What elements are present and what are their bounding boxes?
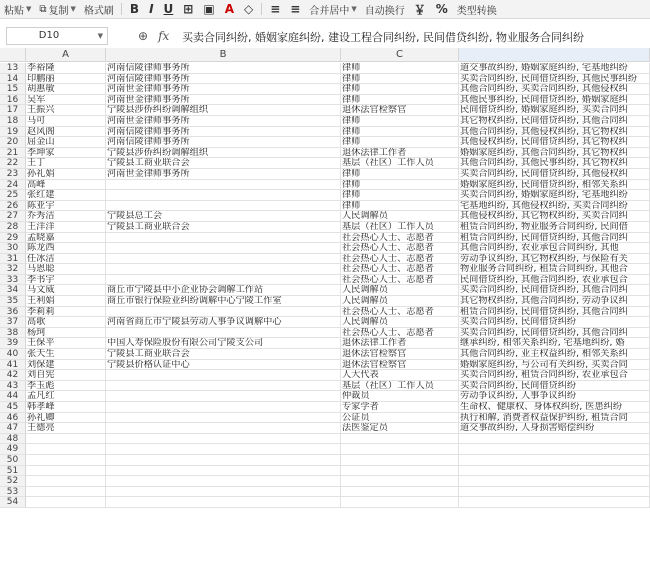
table-row bbox=[0, 328, 650, 339]
row-header[interactable]: 14 bbox=[0, 74, 26, 85]
cell-organization[interactable]: 河南世金律师事务所 bbox=[106, 95, 341, 106]
cell-name[interactable]: 李莉莉 bbox=[26, 307, 106, 318]
row-header[interactable]: 13 bbox=[0, 63, 26, 74]
cell-organization[interactable] bbox=[106, 180, 341, 191]
cell-role[interactable]: 社会热心人士、志愿者 bbox=[341, 264, 459, 275]
formula-input[interactable]: 买卖合同纠纷, 婚姻家庭纠纷, 建设工程合同纠纷, 民间借贷纠纷, 物业服务合同纠纷 bbox=[182, 31, 584, 44]
row-header[interactable]: 20 bbox=[0, 137, 26, 148]
table-row bbox=[0, 285, 650, 296]
cell-role[interactable]: 律师 bbox=[341, 137, 459, 148]
cell-organization[interactable]: 宁陵县涉侨纠纷调解组织 bbox=[106, 105, 341, 116]
cell-organization[interactable] bbox=[106, 243, 341, 254]
cell-dispute-types[interactable]: 物业服务合同纠纷, 租赁合同纠纷, 其他合 bbox=[459, 264, 650, 275]
cell-name[interactable] bbox=[26, 497, 106, 508]
cell-name[interactable]: 胡惠敏 bbox=[26, 84, 106, 95]
row-header[interactable]: 39 bbox=[0, 338, 26, 349]
table-row bbox=[0, 455, 650, 466]
table-row bbox=[0, 158, 650, 169]
zoom-icon[interactable]: ⊕ bbox=[138, 29, 149, 43]
row-header[interactable]: 21 bbox=[0, 148, 26, 159]
column-header-b[interactable]: B bbox=[106, 48, 341, 62]
table-row bbox=[0, 74, 650, 85]
cell-organization[interactable]: 宁陵县涉侨纠纷调解组织 bbox=[106, 148, 341, 159]
cell-name[interactable]: 印鹏丽 bbox=[26, 74, 106, 85]
table-row bbox=[0, 95, 650, 106]
cell-dispute-types[interactable] bbox=[459, 434, 650, 445]
cell-name[interactable]: 王丁 bbox=[26, 158, 106, 169]
cell-organization[interactable] bbox=[106, 381, 341, 392]
cell-organization[interactable] bbox=[106, 328, 341, 339]
cell-dispute-types[interactable]: 劳动争议纠纷, 其它物权纠纷, 与保险有关 bbox=[459, 254, 650, 265]
table-row bbox=[0, 402, 650, 413]
number-format-icon[interactable]: ￥ bbox=[413, 2, 426, 17]
cell-dispute-types[interactable]: 租赁合同纠纷, 民间借贷纠纷, 其他合同纠 bbox=[459, 233, 650, 244]
cell-role[interactable]: 退休法律工作者 bbox=[341, 148, 459, 159]
cell-dispute-types[interactable]: 其他侵权纠纷, 其它物权纠纷, 买卖合同纠 bbox=[459, 211, 650, 222]
spreadsheet-grid bbox=[0, 48, 650, 564]
cell-role[interactable] bbox=[341, 466, 459, 477]
formula-bar bbox=[0, 25, 650, 47]
row-header[interactable]: 50 bbox=[0, 455, 26, 466]
cell-organization[interactable] bbox=[106, 423, 341, 434]
cell-dispute-types[interactable] bbox=[459, 444, 650, 455]
table-row bbox=[0, 413, 650, 424]
row-header[interactable]: 45 bbox=[0, 402, 26, 413]
cell-dispute-types[interactable]: 民间借贷纠纷, 婚姻家庭纠纷, 买卖合同纠 bbox=[459, 105, 650, 116]
cell-organization[interactable] bbox=[106, 402, 341, 413]
percent-icon[interactable]: % bbox=[435, 2, 448, 16]
paste-button[interactable]: 粘贴 ▼ bbox=[4, 5, 32, 17]
cell-name[interactable]: 陈龙西 bbox=[26, 243, 106, 254]
cell-organization[interactable]: 宁陵县工商业联合会 bbox=[106, 349, 341, 360]
cell-dispute-types[interactable] bbox=[459, 466, 650, 477]
cell-dispute-types[interactable]: 买卖合同纠纷, 民间借贷纠纷, 其他合同纠 bbox=[459, 285, 650, 296]
cell-organization[interactable] bbox=[106, 275, 341, 286]
cell-organization[interactable]: 中国人寿保险股份有限公司宁陵支公司 bbox=[106, 338, 341, 349]
cell-organization[interactable]: 商丘市银行保险业纠纷调解中心宁陵工作室 bbox=[106, 296, 341, 307]
table-row bbox=[0, 370, 650, 381]
cell-name[interactable]: 李坤家 bbox=[26, 148, 106, 159]
cell-name[interactable] bbox=[26, 487, 106, 498]
table-row bbox=[0, 360, 650, 371]
cell-dispute-types[interactable]: 租赁合同纠纷, 民间借贷纠纷, 其他合同纠 bbox=[459, 307, 650, 318]
cell-organization[interactable] bbox=[106, 487, 341, 498]
table-row bbox=[0, 190, 650, 201]
table-row bbox=[0, 434, 650, 445]
cell-organization[interactable]: 河南世金律师事务所 bbox=[106, 169, 341, 180]
cell-role[interactable]: 基层（社区）工作人员 bbox=[341, 381, 459, 392]
select-all-corner[interactable] bbox=[0, 48, 26, 62]
table-row bbox=[0, 497, 650, 508]
cell-dispute-types[interactable]: 租赁合同纠纷, 物业服务合同纠纷, 民间借 bbox=[459, 222, 650, 233]
cell-role[interactable]: 人民调解员 bbox=[341, 285, 459, 296]
table-row bbox=[0, 381, 650, 392]
cell-organization[interactable]: 河南信陵律师事务所 bbox=[106, 74, 341, 85]
row-header[interactable]: 46 bbox=[0, 413, 26, 424]
cell-name[interactable]: 刘自宪 bbox=[26, 370, 106, 381]
cell-organization[interactable] bbox=[106, 434, 341, 445]
cell-name[interactable]: 杨珂 bbox=[26, 328, 106, 339]
cell-role[interactable]: 法医鉴定员 bbox=[341, 423, 459, 434]
cell-dispute-types[interactable]: 买卖合同纠纷, 婚姻家庭纠纷, 宅基地纠纷 bbox=[459, 190, 650, 201]
table-row bbox=[0, 211, 650, 222]
name-box[interactable]: D10 ▼ bbox=[6, 27, 108, 45]
row-header[interactable]: 40 bbox=[0, 349, 26, 360]
border-icon[interactable]: ⊞ bbox=[183, 2, 194, 16]
ribbon-toolbar bbox=[0, 0, 650, 19]
table-row bbox=[0, 105, 650, 116]
cell-role[interactable]: 律师 bbox=[341, 95, 459, 106]
cell-dispute-types[interactable]: 婚姻家庭纠纷, 与公司有关纠纷, 买卖合同 bbox=[459, 360, 650, 371]
table-row bbox=[0, 137, 650, 148]
cell-role[interactable]: 律师 bbox=[341, 74, 459, 85]
cell-organization[interactable] bbox=[106, 307, 341, 318]
cell-dispute-types[interactable] bbox=[459, 487, 650, 498]
row-header[interactable]: 29 bbox=[0, 233, 26, 244]
cell-name[interactable]: 王振兴 bbox=[26, 105, 106, 116]
fill-color-icon[interactable]: ▣ bbox=[203, 2, 215, 16]
cell-name[interactable]: 马恩聪 bbox=[26, 264, 106, 275]
cell-role[interactable]: 律师 bbox=[341, 63, 459, 74]
cell-dispute-types[interactable]: 劳动争议纠纷, 人事争议纠纷 bbox=[459, 391, 650, 402]
cell-role[interactable]: 退休法官检察官 bbox=[341, 349, 459, 360]
cell-organization[interactable] bbox=[106, 264, 341, 275]
cell-role[interactable]: 律师 bbox=[341, 190, 459, 201]
table-row bbox=[0, 444, 650, 455]
cell-name[interactable] bbox=[26, 444, 106, 455]
cell-name[interactable]: 王保平 bbox=[26, 338, 106, 349]
cell-role[interactable]: 退休法官检察官 bbox=[341, 360, 459, 371]
cell-role[interactable]: 公证员 bbox=[341, 413, 459, 424]
row-header[interactable]: 15 bbox=[0, 84, 26, 95]
cell-role[interactable]: 社会热心人士、志愿者 bbox=[341, 328, 459, 339]
cell-dispute-types[interactable]: 其它物权纠纷, 其他合同纠纷, 劳动争议纠 bbox=[459, 296, 650, 307]
cell-name[interactable]: 马文威 bbox=[26, 285, 106, 296]
cell-role[interactable]: 人民调解员 bbox=[341, 296, 459, 307]
table-row bbox=[0, 264, 650, 275]
cell-role[interactable]: 仲裁员 bbox=[341, 391, 459, 402]
cell-role[interactable]: 退休法官检察官 bbox=[341, 105, 459, 116]
cell-dispute-types[interactable]: 道交事故纠纷, 婚姻家庭纠纷, 宅基地纠纷 bbox=[459, 63, 650, 74]
row-header[interactable]: 24 bbox=[0, 180, 26, 191]
table-row bbox=[0, 275, 650, 286]
table-row bbox=[0, 127, 650, 138]
table-row bbox=[0, 466, 650, 477]
cell-organization[interactable] bbox=[106, 233, 341, 244]
cell-role[interactable] bbox=[341, 497, 459, 508]
cell-organization[interactable] bbox=[106, 391, 341, 402]
cell-dispute-types[interactable]: 买卖合同纠纷, 民间借贷纠纷 bbox=[459, 317, 650, 328]
table-row bbox=[0, 338, 650, 349]
cell-role[interactable]: 律师 bbox=[341, 84, 459, 95]
row-header[interactable]: 34 bbox=[0, 285, 26, 296]
cell-name[interactable]: 吴军 bbox=[26, 95, 106, 106]
cell-organization[interactable] bbox=[106, 190, 341, 201]
row-header[interactable]: 30 bbox=[0, 243, 26, 254]
copy-icon: ⧉ bbox=[39, 3, 47, 15]
cell-organization[interactable]: 河南信陵律师事务所 bbox=[106, 63, 341, 74]
cell-dispute-types[interactable] bbox=[459, 476, 650, 487]
wrap-text-button[interactable]: 自动换行 bbox=[364, 5, 405, 17]
row-header[interactable]: 52 bbox=[0, 476, 26, 487]
cell-name[interactable]: 李书宇 bbox=[26, 275, 106, 286]
row-header[interactable]: 18 bbox=[0, 116, 26, 127]
cell-name[interactable]: 陈亚宇 bbox=[26, 201, 106, 212]
cell-dispute-types[interactable]: 买卖合同纠纷, 租赁合同纠纷, 农业承包合 bbox=[459, 370, 650, 381]
cell-organization[interactable] bbox=[106, 370, 341, 381]
row-header[interactable]: 28 bbox=[0, 222, 26, 233]
cell-role[interactable]: 律师 bbox=[341, 201, 459, 212]
cell-dispute-types[interactable]: 其它物权纠纷, 民间借贷纠纷, 其他合同纠 bbox=[459, 116, 650, 127]
cell-dispute-types[interactable]: 婚姻家庭纠纷, 其他合同纠纷, 其它物权纠 bbox=[459, 148, 650, 159]
row-header[interactable]: 42 bbox=[0, 370, 26, 381]
row-header[interactable]: 53 bbox=[0, 487, 26, 498]
cell-name[interactable]: 韩孝峰 bbox=[26, 402, 106, 413]
italic-button[interactable]: I bbox=[149, 2, 154, 16]
cell-name[interactable]: 孙礼卿 bbox=[26, 413, 106, 424]
cell-dispute-types[interactable]: 婚姻家庭纠纷, 民间借贷纠纷, 相邻关系纠 bbox=[459, 180, 650, 191]
row-header[interactable]: 32 bbox=[0, 264, 26, 275]
cell-organization[interactable] bbox=[106, 444, 341, 455]
row-header[interactable]: 26 bbox=[0, 201, 26, 212]
cell-organization[interactable]: 宁陵县工商业联合会 bbox=[106, 158, 341, 169]
cell-organization[interactable]: 河南世金律师事务所 bbox=[106, 116, 341, 127]
cell-name[interactable] bbox=[26, 434, 106, 445]
table-row bbox=[0, 63, 650, 74]
table-row bbox=[0, 487, 650, 498]
cell-organization[interactable] bbox=[106, 413, 341, 424]
row-header[interactable]: 22 bbox=[0, 158, 26, 169]
cell-name[interactable]: 张天生 bbox=[26, 349, 106, 360]
cell-organization[interactable]: 河南信陵律师事务所 bbox=[106, 137, 341, 148]
cell-dispute-types[interactable]: 宅基地纠纷, 其他侵权纠纷, 买卖合同纠纷 bbox=[459, 201, 650, 212]
cell-name[interactable]: 孟晓嘉 bbox=[26, 233, 106, 244]
table-row bbox=[0, 84, 650, 95]
cell-role[interactable]: 社会热心人士、志愿者 bbox=[341, 275, 459, 286]
cell-role[interactable]: 律师 bbox=[341, 127, 459, 138]
chevron-down-icon[interactable]: ▼ bbox=[97, 32, 103, 40]
cell-role[interactable]: 人民调解员 bbox=[341, 317, 459, 328]
row-header[interactable]: 38 bbox=[0, 328, 26, 339]
column-header-c[interactable]: C bbox=[341, 48, 459, 62]
align-left-icon[interactable]: ≡ bbox=[270, 2, 281, 16]
cell-organization[interactable]: 河南省商丘市宁陵县劳动人事争议调解中心 bbox=[106, 317, 341, 328]
column-header-a[interactable]: A bbox=[26, 48, 106, 62]
underline-button[interactable]: U bbox=[163, 2, 174, 16]
eraser-icon[interactable]: ◇ bbox=[244, 2, 254, 16]
cell-role[interactable]: 律师 bbox=[341, 116, 459, 127]
row-header[interactable]: 41 bbox=[0, 360, 26, 371]
cell-name[interactable]: 李裕隆 bbox=[26, 63, 106, 74]
cell-dispute-types[interactable]: 生命权、健康权、身体权纠纷, 医患纠纷 bbox=[459, 402, 650, 413]
cell-organization[interactable] bbox=[106, 455, 341, 466]
cell-dispute-types[interactable]: 买卖合同纠纷, 民间借贷纠纷, 其他侵权纠 bbox=[459, 169, 650, 180]
table-row bbox=[0, 222, 650, 233]
cell-name[interactable]: 高歌 bbox=[26, 317, 106, 328]
cell-name[interactable]: 乔秀洁 bbox=[26, 211, 106, 222]
cell-name[interactable] bbox=[26, 466, 106, 477]
cell-dispute-types[interactable]: 道交事故纠纷, 人身损害赔偿纠纷 bbox=[459, 423, 650, 434]
cell-role[interactable] bbox=[341, 434, 459, 445]
cell-organization[interactable] bbox=[106, 201, 341, 212]
row-header[interactable]: 54 bbox=[0, 497, 26, 508]
row-header[interactable]: 25 bbox=[0, 190, 26, 201]
row-header[interactable]: 48 bbox=[0, 434, 26, 445]
type-convert-button[interactable]: 类型转换 bbox=[456, 5, 497, 17]
cell-name[interactable]: 屈金山 bbox=[26, 137, 106, 148]
row-header[interactable]: 35 bbox=[0, 296, 26, 307]
column-header-d[interactable] bbox=[459, 48, 650, 62]
cell-name[interactable]: 高峰 bbox=[26, 180, 106, 191]
cell-organization[interactable]: 河南世金律师事务所 bbox=[106, 84, 341, 95]
cell-organization[interactable]: 河南信陵律师事务所 bbox=[106, 127, 341, 138]
table-row bbox=[0, 423, 650, 434]
cell-role[interactable]: 基层（社区）工作人员 bbox=[341, 222, 459, 233]
cell-name[interactable]: 马可 bbox=[26, 116, 106, 127]
cell-name[interactable]: 赵风阁 bbox=[26, 127, 106, 138]
cell-name[interactable] bbox=[26, 455, 106, 466]
cell-role[interactable] bbox=[341, 455, 459, 466]
row-header[interactable]: 43 bbox=[0, 381, 26, 392]
font-color-icon[interactable]: A bbox=[224, 2, 234, 16]
cell-role[interactable]: 专家学者 bbox=[341, 402, 459, 413]
cell-dispute-types[interactable]: 民间借贷纠纷, 其他合同纠纷, 农业承包合 bbox=[459, 275, 650, 286]
cell-role[interactable]: 人大代表 bbox=[341, 370, 459, 381]
cell-dispute-types[interactable]: 其他合同纠纷, 农业承包合同纠纷, 其他 bbox=[459, 243, 650, 254]
row-header[interactable]: 17 bbox=[0, 105, 26, 116]
bold-button[interactable]: B bbox=[129, 2, 140, 16]
row-header[interactable]: 37 bbox=[0, 317, 26, 328]
row-header[interactable]: 31 bbox=[0, 254, 26, 265]
cell-role[interactable]: 社会热心人士、志愿者 bbox=[341, 233, 459, 244]
table-row bbox=[0, 233, 650, 244]
cell-role[interactable]: 律师 bbox=[341, 180, 459, 191]
cell-role[interactable]: 社会热心人士、志愿者 bbox=[341, 307, 459, 318]
cell-dispute-types[interactable]: 买卖合同纠纷, 民间借贷纠纷, 其他合同纠 bbox=[459, 328, 650, 339]
cell-name[interactable]: 王德亮 bbox=[26, 423, 106, 434]
row-header[interactable]: 49 bbox=[0, 444, 26, 455]
cell-dispute-types[interactable]: 其他侵权纠纷, 民间借贷纠纷, 其它物权纠 bbox=[459, 137, 650, 148]
cell-dispute-types[interactable]: 其他合同纠纷, 业主权益纠纷, 相邻关系纠 bbox=[459, 349, 650, 360]
cell-name[interactable]: 王洋洋 bbox=[26, 222, 106, 233]
merge-center-button[interactable]: 合并居中 ▼ bbox=[309, 5, 357, 17]
cell-role[interactable]: 人民调解员 bbox=[341, 211, 459, 222]
cell-role[interactable] bbox=[341, 444, 459, 455]
cell-dispute-types[interactable]: 继承纠纷, 相邻关系纠纷, 宅基地纠纷, 婚 bbox=[459, 338, 650, 349]
table-row bbox=[0, 349, 650, 360]
cell-name[interactable]: 孟凡红 bbox=[26, 391, 106, 402]
table-row bbox=[0, 296, 650, 307]
function-icon[interactable]: fx bbox=[158, 29, 170, 43]
cell-organization[interactable]: 宁陵县价格认证中心 bbox=[106, 360, 341, 371]
table-row bbox=[0, 169, 650, 180]
table-row bbox=[0, 317, 650, 328]
cell-role[interactable]: 基层（社区）工作人员 bbox=[341, 158, 459, 169]
cell-name[interactable]: 张红建 bbox=[26, 190, 106, 201]
cell-dispute-types[interactable] bbox=[459, 497, 650, 508]
cell-dispute-types[interactable]: 买卖合同纠纷, 民间借贷纠纷, 其他民事纠纷 bbox=[459, 74, 650, 85]
cell-role[interactable]: 社会热心人士、志愿者 bbox=[341, 243, 459, 254]
row-container bbox=[0, 63, 650, 508]
table-row bbox=[0, 201, 650, 212]
table-row bbox=[0, 180, 650, 191]
row-header[interactable]: 51 bbox=[0, 466, 26, 477]
copy-button[interactable]: ⧉ 复制 ▼ bbox=[39, 3, 76, 17]
cell-dispute-types[interactable]: 其他合同纠纷, 买卖合同纠纷, 其他侵权纠 bbox=[459, 84, 650, 95]
format-painter-button[interactable]: 格式刷 bbox=[83, 5, 114, 17]
table-row bbox=[0, 243, 650, 254]
table-row bbox=[0, 391, 650, 402]
cell-dispute-types[interactable]: 其他合同纠纷, 其他侵权纠纷, 其它物权纠 bbox=[459, 127, 650, 138]
divider bbox=[121, 3, 122, 15]
row-header[interactable]: 23 bbox=[0, 169, 26, 180]
cell-organization[interactable] bbox=[106, 476, 341, 487]
row-header[interactable]: 33 bbox=[0, 275, 26, 286]
table-row bbox=[0, 476, 650, 487]
cell-name[interactable]: 刘保建 bbox=[26, 360, 106, 371]
align-center-icon[interactable]: ≡ bbox=[290, 2, 301, 16]
cell-role[interactable]: 退休法律工作者 bbox=[341, 338, 459, 349]
cell-dispute-types[interactable] bbox=[459, 455, 650, 466]
table-row bbox=[0, 254, 650, 265]
cell-dispute-types[interactable]: 其他民事纠纷, 民间借贷纠纷, 婚姻家庭纠 bbox=[459, 95, 650, 106]
table-row bbox=[0, 307, 650, 318]
row-header[interactable]: 19 bbox=[0, 127, 26, 138]
cell-organization[interactable] bbox=[106, 466, 341, 477]
row-header[interactable]: 36 bbox=[0, 307, 26, 318]
cell-name[interactable]: 任冰洁 bbox=[26, 254, 106, 265]
table-row bbox=[0, 116, 650, 127]
cell-organization[interactable]: 宁陵县工商业联合会 bbox=[106, 222, 341, 233]
cell-name[interactable]: 孙礼娟 bbox=[26, 169, 106, 180]
cell-dispute-types[interactable]: 执行和解, 消费者权益保护纠纷, 租赁合同 bbox=[459, 413, 650, 424]
cell-organization[interactable]: 宁陵县总工会 bbox=[106, 211, 341, 222]
cell-organization[interactable] bbox=[106, 254, 341, 265]
cell-name[interactable]: 李玉彪 bbox=[26, 381, 106, 392]
cell-role[interactable]: 律师 bbox=[341, 169, 459, 180]
cell-name[interactable]: 王利娟 bbox=[26, 296, 106, 307]
cell-dispute-types[interactable]: 其他合同纠纷, 其他民事纠纷, 其它物权纠 bbox=[459, 158, 650, 169]
cell-name[interactable] bbox=[26, 476, 106, 487]
cell-role[interactable] bbox=[341, 476, 459, 487]
divider bbox=[261, 3, 262, 15]
row-header[interactable]: 44 bbox=[0, 391, 26, 402]
row-header[interactable]: 16 bbox=[0, 95, 26, 106]
cell-organization[interactable]: 商丘市宁陵县中小企业协会调解工作站 bbox=[106, 285, 341, 296]
row-header[interactable]: 47 bbox=[0, 423, 26, 434]
cell-dispute-types[interactable]: 买卖合同纠纷, 民间借贷纠纷 bbox=[459, 381, 650, 392]
cell-role[interactable] bbox=[341, 487, 459, 498]
cell-role[interactable]: 社会热心人士、志愿者 bbox=[341, 254, 459, 265]
table-row bbox=[0, 148, 650, 159]
cell-organization[interactable] bbox=[106, 497, 341, 508]
row-header[interactable]: 27 bbox=[0, 211, 26, 222]
